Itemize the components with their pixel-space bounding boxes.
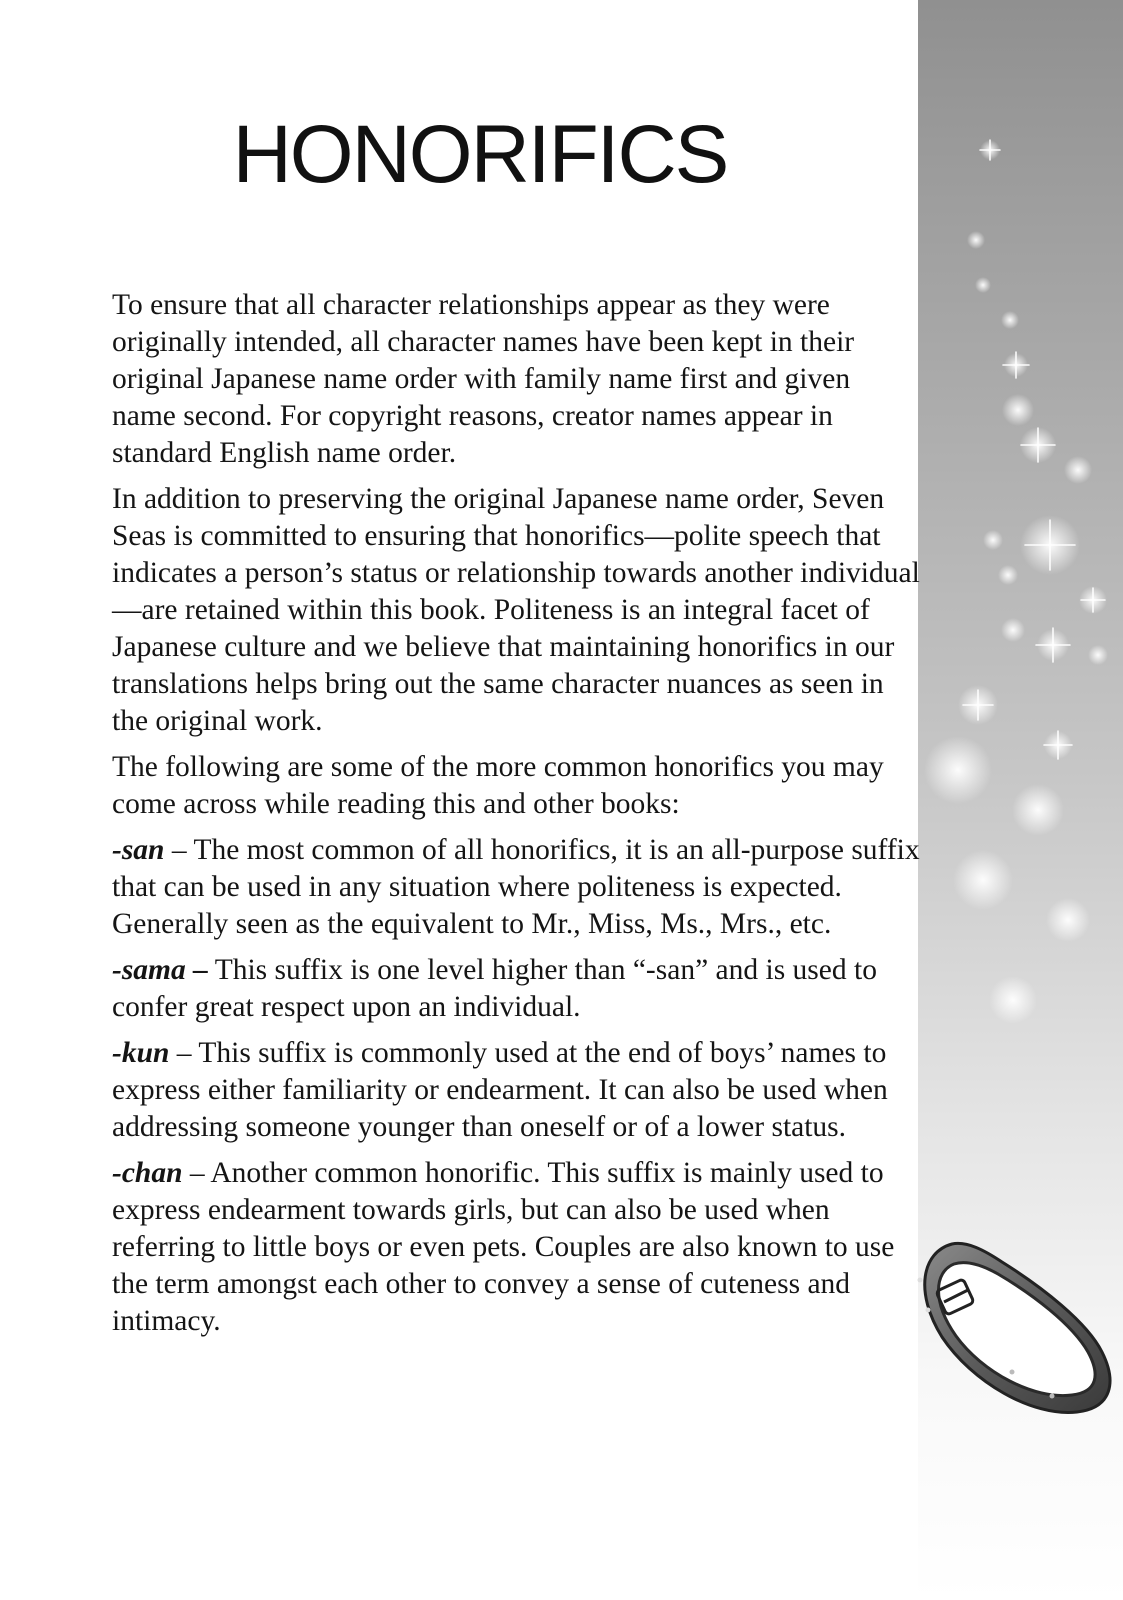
- honorific-separator: –: [182, 1157, 211, 1189]
- honorific-term: -sama –: [112, 954, 208, 986]
- honorific-term: -chan: [112, 1157, 183, 1189]
- honorific-entry-kun: [112, 1035, 920, 1146]
- page-title: HONORIFICS: [232, 109, 728, 200]
- honorific-definition: Another common honorific. This suffix is mainly used to express endearment towards girls, but can also be used when referring to little boys or even pets. Couples are also known to use the term amongst each other to convey a sense of cuteness and intimacy.: [112, 1157, 895, 1337]
- collar-icon: [912, 1232, 1122, 1422]
- honorific-entry-chan: [112, 1155, 920, 1340]
- honorific-definition: This suffix is one level higher than “-san” and is used to confer great respect upon an individual.: [112, 954, 877, 1023]
- honorific-separator: [208, 954, 215, 986]
- honorific-separator: –: [164, 834, 194, 866]
- honorific-entry-san: [112, 832, 920, 943]
- lead-in-paragraph: The following are some of the more common honorifics you may come across while reading this and other books:: [112, 751, 884, 820]
- honorific-entry-sama: [112, 952, 920, 1026]
- honorific-separator: –: [169, 1037, 199, 1069]
- body-text: [112, 287, 920, 1349]
- honorific-term: -kun: [112, 1037, 170, 1069]
- honorific-definition: This suffix is commonly used at the end of boys’ names to express either familiarity or endearment. It can also be used when addressing someone younger than oneself or of a lower status.: [112, 1037, 888, 1143]
- intro-paragraph: To ensure that all character relationships appear as they were originally intended, all character names have been kept in their original Japanese name order with family name first and given name second. For copyright reasons, creator names appear in standard English name order.: [112, 289, 855, 469]
- honorific-definition: The most common of all honorifics, it is an all-purpose suffix that can be used in any situation where politeness is expected. Generally seen as the equivalent to Mr., Miss, Ms., Mrs., etc.: [112, 834, 920, 940]
- commitment-paragraph: In addition to preserving the original Japanese name order, Seven Seas is committed to ensuring that honorifics—polite speech that indicates a person’s status or relationship towards another individual—are retained within this book. Politeness is an integral facet of Japanese culture and we believe that maintaining honorifics in our translations helps bring out the same character nuances as seen in the original work.: [112, 483, 920, 737]
- honorific-term: -san: [112, 834, 165, 866]
